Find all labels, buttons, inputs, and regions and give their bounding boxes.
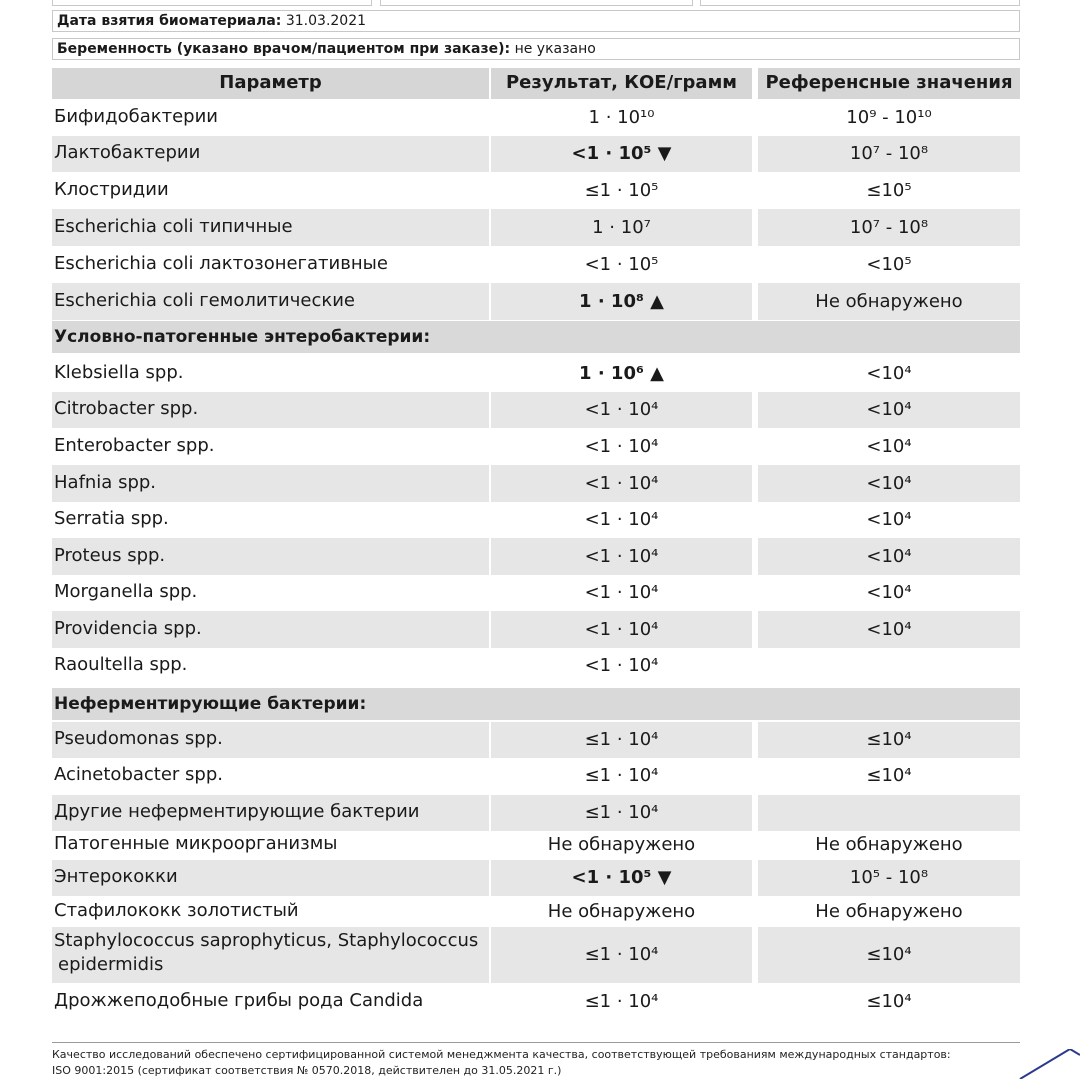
table-row — [52, 574, 1020, 611]
table-header — [52, 68, 1020, 99]
reference-value: 10⁷ - 10⁸ — [758, 209, 1020, 246]
table-row — [52, 283, 1020, 320]
parameter-name: Энтерококки — [52, 860, 489, 896]
parameter-name — [52, 927, 489, 983]
result-value: 1 · 10⁸ ▲ — [491, 283, 752, 320]
table-row — [52, 246, 1020, 283]
result-value: <1 · 10⁵ ▼ — [491, 136, 752, 172]
parameter-name: Бифидобактерии — [54, 106, 218, 127]
sample-date-label: Дата взятия биоматериала: — [57, 13, 282, 29]
reference-value — [758, 795, 1020, 831]
result-value: <1 · 10⁵ ▼ — [491, 860, 752, 896]
column-header-parameter: Параметр — [52, 68, 489, 99]
result-value: ≤1 · 10⁴ — [584, 991, 659, 1012]
result-value: Не обнаружено — [547, 834, 696, 855]
reference-value: Не обнаружено — [815, 901, 963, 922]
parameter-name: Morganella spp. — [54, 581, 198, 602]
reference-value: <10⁴ — [758, 611, 1020, 648]
reference-value: 10⁹ - 10¹⁰ — [846, 107, 932, 128]
table-row — [52, 611, 1020, 648]
parameter-name: Escherichia coli гемолитические — [52, 283, 489, 320]
reference-value: 10⁷ - 10⁸ — [758, 136, 1020, 172]
result-value: ≤1 · 10⁴ — [491, 795, 752, 831]
result-value: 1 · 10⁷ — [491, 209, 752, 246]
parameter-name: Citrobacter spp. — [52, 392, 489, 428]
pregnancy-label: Беременность (указано врачом/пациентом при заказе): — [57, 41, 511, 57]
table-row — [52, 392, 1020, 428]
sample-date-value: 31.03.2021 — [285, 13, 367, 29]
result-value: ≤1 · 10⁵ — [584, 180, 659, 201]
parameter-name: Acinetobacter spp. — [54, 764, 224, 785]
table-row — [52, 209, 1020, 246]
reference-value: ≤10⁴ — [758, 722, 1020, 758]
parameter-name: Pseudomonas spp. — [52, 722, 489, 758]
table-row — [52, 722, 1020, 758]
table-row — [52, 136, 1020, 172]
reference-value: <10⁴ — [866, 363, 912, 384]
table-row — [52, 465, 1020, 502]
reference-value: ≤10⁵ — [866, 180, 912, 201]
parameter-name-line-2: epidermidis — [58, 954, 164, 975]
result-value: Не обнаружено — [547, 901, 696, 922]
parameter-name: Escherichia coli типичные — [52, 209, 489, 246]
table-row — [52, 501, 1020, 538]
section-title: Неферментирующие бактерии: — [52, 688, 1020, 720]
pregnancy-box — [52, 38, 1020, 60]
top-field-middle — [380, 0, 693, 6]
parameter-name: Лактобактерии — [52, 136, 489, 172]
reference-value — [758, 648, 1020, 684]
table-row — [52, 897, 1020, 927]
parameter-name: Клостридии — [54, 179, 169, 200]
reference-value: <10⁴ — [758, 465, 1020, 502]
table-row — [52, 538, 1020, 575]
parameter-name: Стафилококк золотистый — [54, 900, 299, 921]
table-row — [52, 860, 1020, 896]
table-row — [52, 648, 1020, 684]
parameter-name: Другие неферментирующие бактерии — [52, 795, 489, 831]
reference-value: 10⁵ - 10⁸ — [758, 860, 1020, 896]
table-row — [52, 428, 1020, 465]
table-row — [52, 758, 1020, 794]
result-value: <1 · 10⁴ — [584, 582, 659, 603]
footer-note — [52, 1042, 1020, 1079]
result-value: <1 · 10⁴ — [584, 436, 659, 457]
result-value: 1 · 10⁶ ▲ — [579, 363, 664, 384]
table-row — [52, 795, 1020, 831]
reference-value: Не обнаружено — [815, 834, 963, 855]
result-value: <1 · 10⁴ — [491, 392, 752, 428]
reference-value: <10⁴ — [758, 392, 1020, 428]
section-title: Условно-патогенные энтеробактерии: — [52, 321, 1020, 353]
result-value: ≤1 · 10⁴ — [491, 927, 752, 983]
reference-value: ≤10⁴ — [866, 991, 912, 1012]
sample-date-box — [52, 10, 1020, 32]
top-field-left — [52, 0, 372, 6]
parameter-name: Escherichia coli лактозонегативные — [54, 253, 388, 274]
result-value: ≤1 · 10⁴ — [584, 765, 659, 786]
result-value: <1 · 10⁴ — [491, 538, 752, 575]
result-value: 1 · 10¹⁰ — [588, 107, 655, 128]
pregnancy-value: не указано — [514, 41, 596, 57]
parameter-name-line-1: Staphylococcus saprophyticus, Staphylococcus — [54, 930, 479, 951]
reference-value: <10⁵ — [866, 254, 912, 275]
page-corner-fold — [1010, 1049, 1080, 1079]
table-row — [52, 927, 1020, 983]
result-value: <1 · 10⁴ — [491, 465, 752, 502]
parameter-name: Proteus spp. — [52, 538, 489, 575]
reference-value: <10⁴ — [866, 582, 912, 603]
table-row — [52, 983, 1020, 1020]
result-value: <1 · 10⁴ — [584, 655, 659, 676]
parameter-name: Providencia spp. — [52, 611, 489, 648]
reference-value: <10⁴ — [866, 509, 912, 530]
section-header — [52, 321, 1020, 353]
column-header-reference: Референсные значения — [758, 68, 1020, 99]
reference-value: <10⁴ — [758, 538, 1020, 575]
result-value: ≤1 · 10⁴ — [491, 722, 752, 758]
parameter-name: Serratia spp. — [54, 508, 169, 529]
column-header-result: Результат, КОЕ/грамм — [491, 68, 752, 99]
parameter-name: Патогенные микроорганизмы — [54, 833, 338, 854]
result-value: <1 · 10⁴ — [584, 509, 659, 530]
parameter-name: Дрожжеподобные грибы рода Candida — [54, 990, 424, 1011]
footer-line-1: Качество исследований обеспечено сертифицированной системой менеджмента качества, соответствующей требованиям международных стандартов: — [52, 1048, 951, 1061]
reference-value: ≤10⁴ — [758, 927, 1020, 983]
section-header — [52, 688, 1020, 720]
reference-value: Не обнаружено — [758, 283, 1020, 320]
parameter-name: Klebsiella spp. — [54, 362, 184, 383]
footer-line-2: ISO 9001:2015 (сертификат соответствия № 0570.2018, действителен до 31.05.2021 г.) — [52, 1064, 562, 1077]
top-field-right — [700, 0, 1020, 6]
parameter-name: Raoultella spp. — [54, 654, 188, 675]
table-row — [52, 100, 1020, 136]
table-row — [52, 830, 1020, 860]
table-row — [52, 355, 1020, 392]
table-row — [52, 173, 1020, 209]
reference-value: ≤10⁴ — [866, 765, 912, 786]
parameter-name: Hafnia spp. — [52, 465, 489, 502]
parameter-name: Enterobacter spp. — [54, 435, 215, 456]
result-value: <1 · 10⁵ — [584, 254, 659, 275]
result-value: <1 · 10⁴ — [491, 611, 752, 648]
reference-value: <10⁴ — [866, 436, 912, 457]
